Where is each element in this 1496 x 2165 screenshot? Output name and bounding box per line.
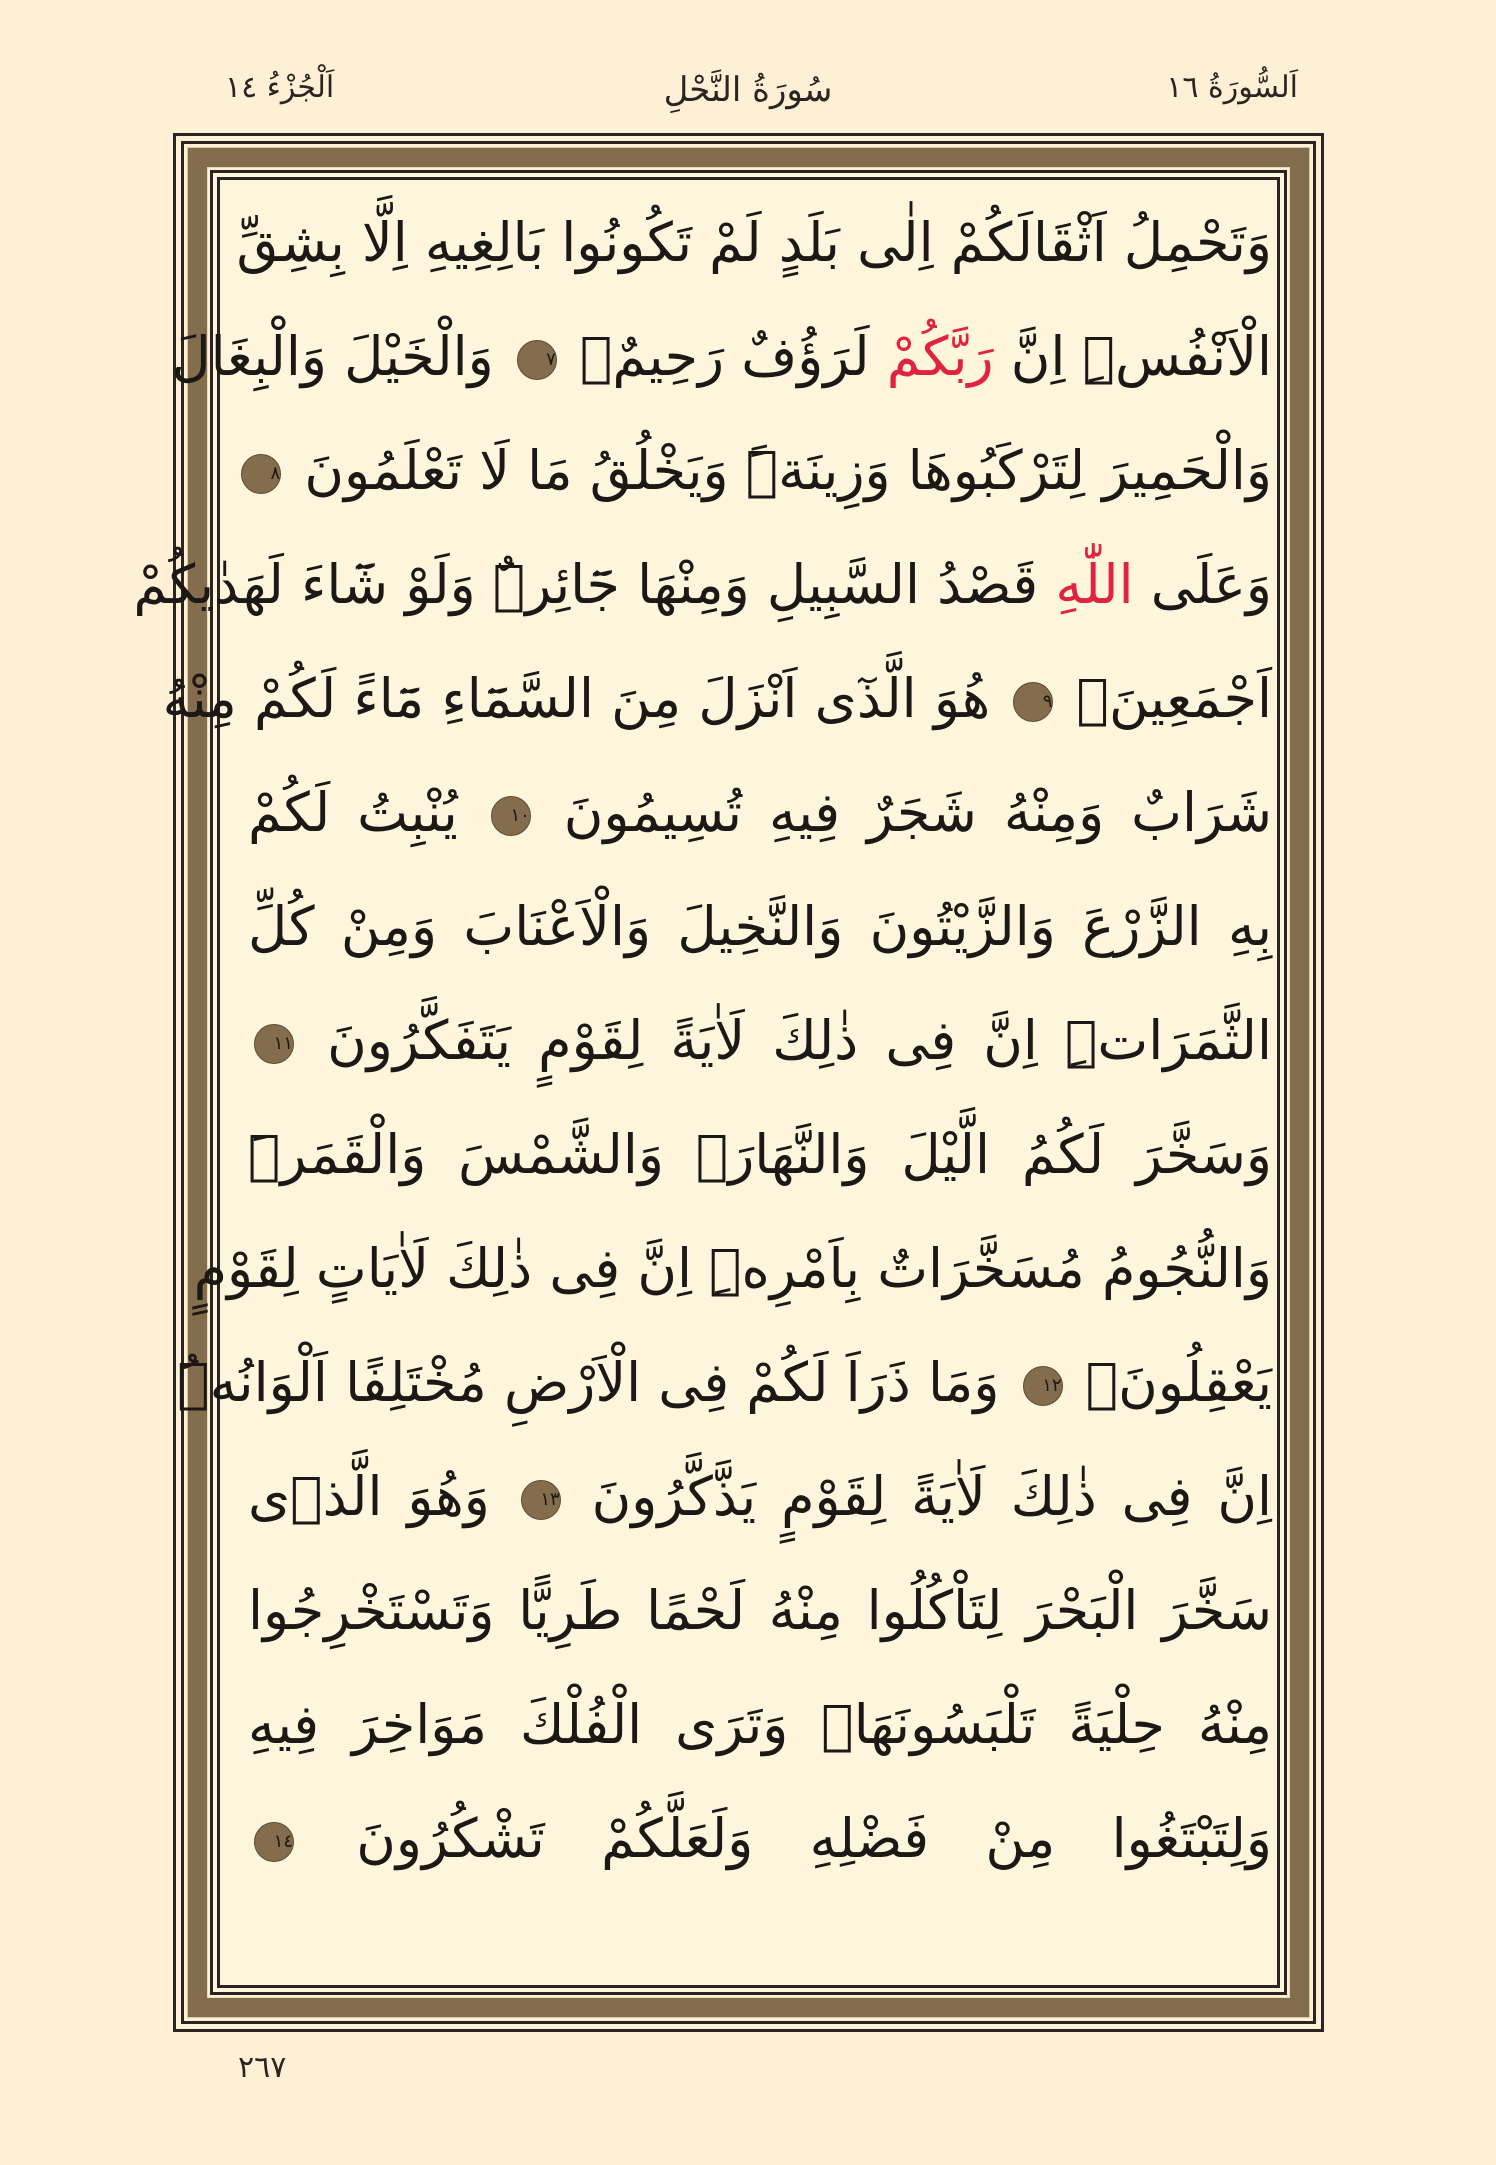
verse-number-marker: ٨ bbox=[241, 454, 281, 494]
text-line bbox=[248, 986, 1272, 1096]
text-line bbox=[248, 1784, 1272, 1894]
text-line bbox=[248, 872, 1272, 982]
verse-text: وَمَا ذَرَاَ لَكُمْ فِى الْاَرْضِ مُخْتَلِفًا اَلْوَانُهُۜ bbox=[177, 1351, 1017, 1414]
verse-text: قَصْدُ السَّبِيلِ وَمِنْهَا جَٓائِرٌۜ وَلَوْ شَٓاءَ لَهَدٰيكُمْ bbox=[133, 553, 1056, 616]
verse-text: وَالْحَمِيرَ لِتَرْكَبُوهَا وَزِينَةًۜ وَيَخْلُقُ مَا لَا تَعْلَمُونَ bbox=[287, 439, 1272, 502]
text-line bbox=[171, 302, 1272, 412]
verse-text: مِنْهُ حِلْيَةً تَلْبَسُونَهَاۚ وَتَرَى الْفُلْكَ مَوَاخِرَ فِيهِ bbox=[248, 1693, 1272, 1756]
verse-text: هُوَ الَّذٓى اَنْزَلَ مِنَ السَّمَٓاءِ مَٓاءً لَكُمْ مِنْهُ bbox=[162, 667, 1008, 730]
verse-text: وَهُوَ الَّذٖى bbox=[248, 1465, 515, 1528]
verse-text: يَعْقِلُونَۙ bbox=[1068, 1351, 1272, 1414]
text-line bbox=[248, 1556, 1272, 1666]
juz-label: اَلْجُزْءُ ١٤ bbox=[225, 70, 335, 105]
verse-text: بِهِ الزَّرْعَ وَالزَّيْتُونَ وَالنَّخِيلَ وَالْاَعْنَابَ وَمِنْ كُلِّ bbox=[248, 895, 1272, 958]
verse-text: لَرَؤُفٌ رَحِيمٌۙ bbox=[562, 325, 887, 388]
verse-text: وَالْخَيْلَ وَالْبِغَالَ bbox=[171, 325, 511, 388]
verse-text: اَجْمَعِينَ۟ bbox=[1059, 667, 1272, 730]
page-number: ٢٦٧ bbox=[238, 2050, 287, 2085]
verse-text: وَسَخَّرَ لَكُمُ الَّيْلَ وَالنَّهَارَۙ وَالشَّمْسَ وَالْقَمَرَۜ bbox=[248, 1123, 1272, 1186]
text-line bbox=[248, 416, 1272, 526]
text-line bbox=[236, 188, 1272, 298]
text-line bbox=[248, 1100, 1272, 1210]
verse-text: وَالنُّجُومُ مُسَخَّرَاتٌ بِاَمْرِهِۜ اِنَّ فِى ذٰلِكَ لَاٰيَاتٍ لِقَوْمٍ bbox=[193, 1237, 1272, 1300]
surah-name: سُورَةُ النَّحْلِ bbox=[663, 70, 833, 110]
verse-text: الْاَنْفُسِۜ اِنَّ bbox=[993, 325, 1272, 388]
text-line bbox=[248, 1670, 1272, 1780]
verse-number-marker: ٩ bbox=[1013, 682, 1053, 722]
verse-text: اِنَّ فِى ذٰلِكَ لَاٰيَةً لِقَوْمٍ يَذَّكَّرُونَ bbox=[566, 1465, 1272, 1528]
highlighted-word: رَبَّكُمْ bbox=[886, 325, 994, 388]
verse-text: سَخَّرَ الْبَحْرَ لِتَاْكُلُوا مِنْهُ لَحْمًا طَرِيًّا وَتَسْتَخْرِجُوا bbox=[248, 1579, 1272, 1642]
verse-text-area bbox=[133, 178, 1302, 1988]
verse-number-marker: ٧ bbox=[517, 340, 557, 380]
surah-number-label: اَلسُّورَةُ ١٦ bbox=[1166, 70, 1298, 105]
verse-text: وَتَحْمِلُ اَثْقَالَكُمْ اِلٰى بَلَدٍ لَمْ تَكُونُوا بَالِغِيهِ اِلَّا بِشِقِّ bbox=[236, 211, 1272, 274]
verse-number-marker: ١٠ bbox=[491, 796, 531, 836]
verse-text: يُنْبِتُ لَكُمْ bbox=[248, 781, 485, 844]
text-line bbox=[248, 758, 1272, 868]
verse-number-marker: ١٤ bbox=[254, 1822, 294, 1862]
text-line bbox=[177, 1328, 1272, 1438]
verse-number-marker: ١٣ bbox=[521, 1480, 561, 1520]
verse-text: شَرَابٌ وَمِنْهُ شَجَرٌ فِيهِ تُسِيمُونَ bbox=[536, 781, 1272, 844]
verse-number-marker: ١١ bbox=[254, 1024, 294, 1064]
verse-text: وَعَلَى bbox=[1133, 553, 1272, 616]
verse-text: وَلِتَبْتَغُوا مِنْ فَضْلِهِ وَلَعَلَّكُمْ تَشْكُرُونَ bbox=[300, 1807, 1272, 1870]
verse-text: الثَّمَرَاتِۜ اِنَّ فِى ذٰلِكَ لَاٰيَةً لِقَوْمٍ يَتَفَكَّرُونَ bbox=[300, 1009, 1272, 1072]
highlighted-word: اللّٰهِ bbox=[1055, 553, 1134, 616]
text-line bbox=[248, 1442, 1272, 1552]
verse-number-marker: ١٢ bbox=[1023, 1366, 1063, 1406]
text-line bbox=[162, 644, 1272, 754]
text-line bbox=[193, 1214, 1272, 1324]
text-line bbox=[133, 530, 1272, 640]
